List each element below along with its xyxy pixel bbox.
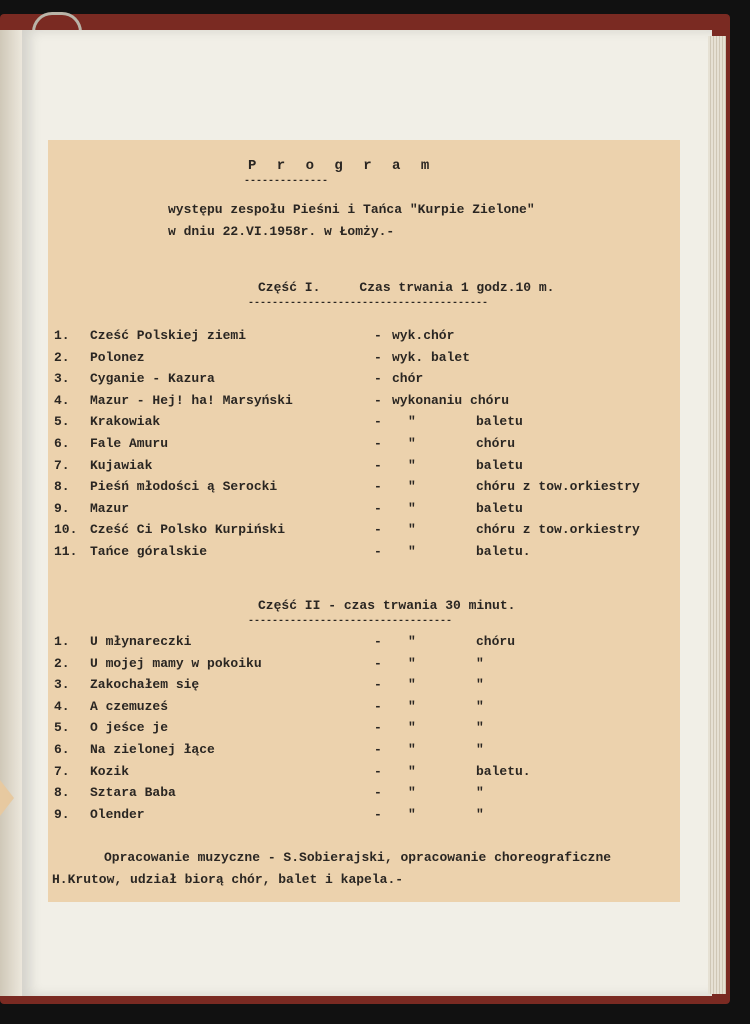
footer-line-2: H.Krutow, udział biorą chór, balet i kapela.- — [52, 872, 404, 887]
item-title: Na zielonej łące — [90, 742, 215, 757]
item-performed-by: " — [476, 806, 484, 822]
item-dash: - — [374, 742, 382, 757]
item-ditto: " — [408, 785, 416, 801]
document-title: P r o g r a m — [248, 158, 436, 174]
program-item — [48, 479, 680, 499]
item-title: Mazur — [90, 500, 130, 516]
item-dash: - — [374, 500, 382, 516]
item-ditto: " — [408, 457, 416, 473]
item-dash: - — [374, 544, 382, 559]
program-item — [48, 742, 680, 762]
item-number: 3. — [54, 677, 70, 693]
program-item — [48, 414, 680, 434]
item-performer: wyk. balet — [392, 349, 471, 365]
item-title: Olender — [90, 806, 145, 822]
item-ditto: " — [408, 806, 416, 822]
item-performed-by: chóru — [476, 634, 516, 649]
part1-heading: Część I. Czas trwania 1 godz.10 m. — [258, 280, 555, 295]
item-title: Mazur - Hej! ha! Marsyński — [90, 392, 293, 408]
item-dash: - — [374, 436, 382, 451]
item-number: 5. — [54, 720, 70, 736]
item-dash: - — [374, 698, 382, 714]
item-number: 7. — [54, 763, 70, 779]
program-item — [48, 764, 680, 784]
item-ditto: " — [408, 436, 416, 451]
footer-line-1: Opracowanie muzyczne - S.Sobierajski, opracowanie choreograficzne — [104, 850, 612, 865]
item-title: Fale Amuru — [90, 436, 169, 451]
program-item — [48, 677, 680, 697]
item-number: 3. — [54, 371, 70, 387]
item-ditto: " — [408, 655, 416, 671]
item-title: Sztara Baba — [90, 785, 176, 801]
item-dash: - — [374, 349, 382, 365]
item-ditto: " — [408, 544, 416, 559]
item-dash: - — [374, 806, 382, 822]
item-number: 4. — [54, 698, 70, 714]
item-performed-by: baletu — [476, 457, 523, 473]
part2-heading: Część II - czas trwania 30 minut. — [258, 598, 516, 613]
item-performed-by: chóru z tow.orkiestry — [476, 479, 640, 495]
program-item — [48, 544, 680, 564]
item-dash: - — [374, 785, 382, 801]
item-ditto: " — [408, 742, 416, 757]
program-item — [48, 371, 680, 391]
item-number: 5. — [54, 414, 70, 430]
page-tab-marker — [0, 780, 14, 816]
item-dash: - — [374, 677, 382, 693]
item-performed-by: " — [476, 785, 484, 801]
item-ditto: " — [408, 522, 416, 538]
item-dash: - — [374, 414, 382, 430]
item-dash: - — [374, 720, 382, 736]
item-performed-by: " — [476, 720, 484, 736]
program-item — [48, 350, 680, 370]
left-page-edge — [0, 30, 23, 996]
page-stack-edges — [708, 36, 726, 994]
item-title: A czemuześ — [90, 698, 169, 714]
item-number: 10. — [54, 522, 78, 538]
program-item — [48, 501, 680, 521]
program-item — [48, 785, 680, 805]
item-performer: wyk.chór — [392, 328, 455, 343]
item-ditto: " — [408, 698, 416, 714]
subtitle-line-2: w dniu 22.VI.1958r. w Łomży.- — [168, 224, 395, 239]
part2-underline: ---------------------------------- — [248, 616, 453, 627]
item-title: Kozik — [90, 763, 130, 779]
program-item — [48, 656, 680, 676]
item-number: 2. — [54, 349, 70, 365]
item-dash: - — [374, 634, 382, 649]
item-number: 9. — [54, 500, 70, 516]
item-dash: - — [374, 457, 382, 473]
item-performed-by: baletu — [476, 500, 523, 516]
item-dash: - — [374, 328, 382, 343]
item-dash: - — [374, 392, 382, 408]
item-number: 6. — [54, 436, 70, 451]
program-item — [48, 634, 680, 654]
item-title: Cyganie - Kazura — [90, 371, 215, 387]
item-performed-by: " — [476, 742, 484, 757]
item-ditto: " — [408, 634, 416, 649]
item-performed-by: " — [476, 677, 484, 693]
item-dash: - — [374, 763, 382, 779]
item-performed-by: baletu. — [476, 763, 531, 779]
item-performed-by: chóru — [476, 436, 516, 451]
item-number: 2. — [54, 655, 70, 671]
item-title: Polonez — [90, 349, 145, 365]
item-dash: - — [374, 522, 382, 538]
program-item — [48, 807, 680, 827]
item-title: U młynareczki — [90, 634, 192, 649]
part1-underline: ---------------------------------------- — [248, 298, 489, 309]
item-ditto: " — [408, 414, 416, 430]
item-ditto: " — [408, 479, 416, 495]
program-item — [48, 699, 680, 719]
program-item — [48, 720, 680, 740]
item-performed-by: chóru z tow.orkiestry — [476, 522, 640, 538]
item-dash: - — [374, 371, 382, 387]
item-performed-by: " — [476, 655, 484, 671]
title-underline: -------------- — [244, 176, 329, 187]
item-title: U mojej mamy w pokoiku — [90, 655, 262, 671]
subtitle-line-1: występu zespołu Pieśni i Tańca "Kurpie Zielone" — [168, 202, 535, 217]
item-number: 1. — [54, 328, 70, 343]
item-dash: - — [374, 655, 382, 671]
item-dash: - — [374, 479, 382, 495]
item-performed-by: baletu — [476, 414, 523, 430]
typed-program-sheet — [48, 140, 680, 902]
program-item — [48, 328, 680, 348]
item-number: 9. — [54, 806, 70, 822]
program-item — [48, 436, 680, 456]
item-number: 8. — [54, 785, 70, 801]
program-item — [48, 458, 680, 478]
item-ditto: " — [408, 720, 416, 736]
item-title: Cześć Polskiej ziemi — [90, 328, 247, 343]
item-title: Pieśń młodości ą Serocki — [90, 479, 278, 495]
item-performer: wykonaniu chóru — [392, 392, 510, 408]
item-title: Krakowiak — [90, 414, 161, 430]
item-performer: chór — [392, 371, 424, 387]
item-number: 8. — [54, 479, 70, 495]
item-title: Tańce góralskie — [90, 544, 208, 559]
item-ditto: " — [408, 763, 416, 779]
item-title: Cześć Ci Polsko Kurpiński — [90, 522, 286, 538]
item-number: 1. — [54, 634, 70, 649]
item-title: O jeśce je — [90, 720, 169, 736]
item-number: 11. — [54, 544, 78, 559]
item-performed-by: baletu. — [476, 544, 531, 559]
program-item — [48, 522, 680, 542]
item-ditto: " — [408, 500, 416, 516]
program-item — [48, 393, 680, 413]
item-number: 4. — [54, 392, 70, 408]
item-performed-by: " — [476, 698, 484, 714]
item-ditto: " — [408, 677, 416, 693]
item-number: 6. — [54, 742, 70, 757]
item-number: 7. — [54, 457, 70, 473]
item-title: Kujawiak — [90, 457, 153, 473]
item-title: Zakochałem się — [90, 677, 200, 693]
